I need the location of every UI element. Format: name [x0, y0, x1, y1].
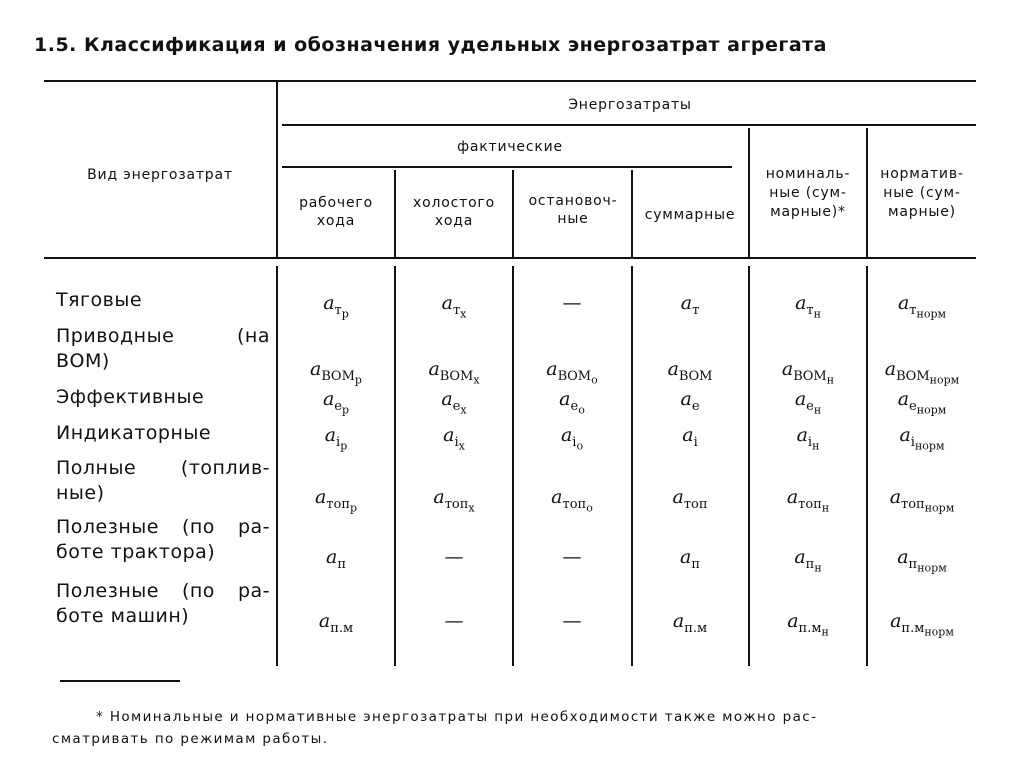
symbol-subsubscript: норм	[916, 403, 947, 417]
symbol-base: a	[322, 388, 335, 410]
body-vline-5	[866, 266, 868, 666]
symbol-subsubscript: о	[576, 439, 584, 453]
symbol-base: a	[889, 486, 902, 508]
col-working-header	[280, 194, 392, 230]
footnote-line1: * Номинальные и нормативные энергозатраты при необходимости также можно рас-	[96, 709, 818, 725]
symbol-base: a	[680, 388, 692, 410]
row-label-line	[56, 579, 270, 604]
cell-normative	[864, 358, 980, 386]
symbol-base: a	[884, 358, 897, 380]
symbol-base: a	[441, 388, 453, 410]
symbol-base: a	[680, 292, 693, 314]
symbol-subscript: топх	[444, 496, 475, 515]
symbol-subscript: iн	[807, 434, 820, 453]
symbol-subscript: iо	[572, 434, 584, 453]
row-label-word: (по	[181, 580, 215, 602]
symbol-subscript: т	[692, 302, 700, 318]
symbol-base: a	[546, 358, 558, 380]
symbol-subscript: iр	[336, 434, 348, 453]
symbol-subscript: ВОМх	[439, 368, 480, 387]
symbol-subsubscript: р	[340, 439, 348, 453]
cell-normative	[864, 610, 980, 638]
symbol-subscript: пнорм	[908, 556, 947, 575]
col-stop-line1: остановоч-	[528, 193, 618, 209]
row-label-line: боте трактора)	[56, 541, 216, 563]
row-label-word: ра-	[237, 580, 270, 602]
symbol-subsubscript: норм	[929, 373, 960, 387]
symbol-subscript: топнорм	[901, 496, 955, 515]
row-label-word: (по	[181, 516, 215, 538]
symbol-subsubscript: норм	[914, 439, 945, 453]
footnote	[52, 706, 976, 750]
top-rule	[44, 80, 976, 82]
cell-total	[632, 388, 748, 414]
row-label	[56, 324, 270, 374]
cell-stop	[514, 424, 630, 452]
symbol-base: a	[794, 546, 806, 568]
col-total-header	[633, 206, 747, 224]
row-label-word: Полные	[56, 457, 137, 479]
body-vline-2	[512, 266, 514, 666]
symbol-subscript: п.мн	[798, 620, 829, 639]
row-label	[56, 515, 270, 565]
symbol-subsubscript: о	[578, 403, 585, 417]
cell-idle	[396, 610, 512, 632]
row-label	[56, 421, 270, 446]
cell-working	[278, 486, 394, 514]
symbol-subscript: i	[693, 434, 698, 450]
footnote-rule	[60, 680, 180, 682]
symbol-subscript: топн	[798, 496, 830, 515]
cell-nominal	[750, 424, 866, 452]
row-label-line: боте машин)	[56, 605, 190, 627]
actual-group-label: фактические	[457, 139, 563, 155]
row-label-line: ные)	[56, 482, 105, 504]
symbol-base: a	[897, 546, 909, 568]
col-working-line2: хода	[316, 213, 356, 229]
row-label-word: (топлив-	[180, 457, 270, 479]
symbol-subsubscript: х	[458, 439, 465, 453]
cell-stop	[514, 610, 630, 632]
row-label-line: ВОМ)	[56, 350, 110, 372]
row-label-word: (на	[237, 325, 270, 347]
col-normative-header	[868, 165, 976, 222]
symbol-subscript: топ	[683, 496, 708, 512]
header-bottom-rule	[44, 257, 976, 259]
symbol-base: a	[551, 486, 563, 508]
symbol-base: a	[310, 358, 322, 380]
symbol-subscript: e	[691, 398, 700, 414]
row-label-word: Полезные	[56, 580, 159, 602]
cell-idle	[396, 358, 512, 386]
row-label-line	[56, 515, 270, 540]
cell-working	[278, 358, 394, 386]
symbol-subscript: eнорм	[909, 398, 947, 417]
symbol-base: a	[897, 292, 910, 314]
row-label-line	[56, 456, 270, 481]
symbol-subsubscript: р	[341, 403, 350, 417]
symbol-base: a	[682, 424, 694, 446]
symbol-subsubscript: р	[349, 501, 358, 515]
footnote-line2: сматривать по режимам работы.	[52, 731, 329, 747]
col-nominal-header	[750, 165, 866, 222]
cell-total	[632, 358, 748, 384]
symbol-base: a	[324, 424, 337, 446]
col-working-line1: рабочего	[299, 195, 373, 211]
row-label	[56, 288, 270, 313]
body-vline-1	[394, 266, 396, 666]
symbol-subscript: ВОМр	[321, 368, 362, 387]
symbol-base: a	[899, 424, 911, 446]
symbol-subsubscript: н	[821, 625, 829, 639]
cell-stop	[514, 358, 630, 386]
symbol-subscript: eн	[806, 398, 822, 417]
cell-total	[632, 292, 748, 318]
symbol-base: a	[794, 388, 807, 410]
row-label-line	[56, 324, 270, 349]
symbol-subsubscript: х	[468, 501, 475, 515]
symbol-subsubscript: норм	[924, 501, 955, 515]
symbol-subscript: тх	[452, 302, 467, 321]
header-vline-0	[276, 82, 278, 258]
col-stop-line2: ные	[557, 211, 589, 227]
cell-normative	[864, 486, 980, 514]
dash-mark: —	[562, 610, 582, 632]
symbol-subscript: тр	[334, 302, 349, 321]
symbol-subscript: п	[691, 556, 700, 572]
col-nominal-line3: марные)*	[770, 204, 846, 220]
row-label-word: ра-	[237, 516, 270, 538]
cell-idle	[396, 424, 512, 452]
cell-working	[278, 610, 394, 636]
symbol-base: a	[433, 486, 445, 508]
body-vline-4	[748, 266, 750, 666]
cell-total	[632, 610, 748, 636]
symbol-subscript: пн	[805, 556, 822, 575]
cell-stop	[514, 388, 630, 416]
symbol-subscript: iх	[454, 434, 465, 453]
cell-nominal	[750, 358, 866, 386]
symbol-subscript: eр	[334, 398, 350, 417]
cell-idle	[396, 292, 512, 320]
energy-group-label: Энергозатраты	[568, 97, 692, 113]
symbol-subscript: eх	[452, 398, 467, 417]
table-title: 1.5. Классификация и обозначения удельных энергозатрат агрегата	[34, 34, 827, 56]
symbol-base: a	[897, 388, 910, 410]
symbol-base: a	[428, 358, 440, 380]
row-label-word: Полезные	[56, 516, 159, 538]
symbol-base: a	[326, 546, 338, 568]
symbol-subscript: п.м	[330, 620, 354, 636]
symbol-subsubscript: х	[460, 307, 467, 321]
symbol-base: a	[318, 610, 331, 632]
symbol-subscript: топо	[562, 496, 593, 515]
col-nominal-line1: номиналь-	[765, 166, 851, 182]
cell-normative	[864, 424, 980, 452]
cell-nominal	[750, 292, 866, 320]
symbol-subsubscript: н	[821, 501, 830, 515]
symbol-subscript: ВОМн	[793, 368, 835, 387]
row-label	[56, 579, 270, 629]
symbol-subsubscript: о	[591, 373, 598, 387]
col-total-line1: суммарные	[644, 207, 736, 223]
dash-mark: —	[444, 546, 464, 568]
symbol-subsubscript: н	[812, 439, 820, 453]
cell-nominal	[750, 486, 866, 514]
row-header-label: Вид энергозатрат	[87, 167, 233, 183]
symbol-base: a	[796, 424, 808, 446]
cell-stop	[514, 546, 630, 568]
cell-total	[632, 486, 748, 512]
symbol-subscript: тн	[806, 302, 821, 321]
actual-group-rule	[282, 166, 732, 168]
symbol-base: a	[441, 292, 453, 314]
col-nominal-line2: ные (сум-	[769, 185, 847, 201]
symbol-base: a	[786, 486, 799, 508]
symbol-base: a	[781, 358, 794, 380]
symbol-base: a	[680, 546, 692, 568]
cell-working	[278, 546, 394, 572]
cell-nominal	[750, 388, 866, 416]
symbol-subsubscript: х	[473, 373, 480, 387]
cell-nominal	[750, 610, 866, 638]
symbol-subsubscript: р	[341, 307, 349, 321]
cell-idle	[396, 546, 512, 568]
row-label-line: Индикаторные	[56, 422, 212, 444]
symbol-subscript: ВОМ	[678, 368, 713, 384]
cell-idle	[396, 486, 512, 514]
cell-stop	[514, 292, 630, 314]
symbol-subsubscript: норм	[924, 625, 954, 639]
symbol-subsubscript: н	[826, 373, 835, 387]
symbol-subscript: тнорм	[909, 302, 947, 321]
symbol-subscript: п.м	[684, 620, 708, 636]
symbol-base: a	[672, 610, 685, 632]
col-idle-line2: хода	[434, 213, 474, 229]
symbol-subscript: п	[337, 556, 346, 572]
symbol-subscript: ВОМнорм	[896, 368, 960, 387]
symbol-subsubscript: н	[814, 561, 822, 575]
symbol-base: a	[443, 424, 455, 446]
cell-nominal	[750, 546, 866, 574]
energy-group-rule	[282, 124, 976, 126]
col-normative-line3: марные)	[888, 204, 956, 220]
row-label	[56, 385, 270, 410]
col-normative-line1: норматив-	[880, 166, 964, 182]
dash-mark: —	[562, 546, 582, 568]
col-stop-header	[514, 192, 632, 228]
cell-normative	[864, 292, 980, 320]
symbol-base: a	[667, 358, 679, 380]
dash-mark: —	[562, 292, 582, 314]
symbol-subsubscript: х	[460, 403, 467, 417]
symbol-base: a	[890, 610, 902, 632]
cell-working	[278, 292, 394, 320]
header-vline-1	[394, 170, 396, 258]
symbol-base: a	[787, 610, 799, 632]
cell-normative	[864, 546, 980, 574]
symbol-subsubscript: р	[354, 373, 362, 387]
symbol-base: a	[672, 486, 684, 508]
col-normative-line2: ные (сум-	[883, 185, 961, 201]
symbol-base: a	[795, 292, 807, 314]
cell-working	[278, 424, 394, 452]
dash-mark: —	[444, 610, 464, 632]
symbol-subscript: eо	[570, 398, 585, 417]
cell-total	[632, 424, 748, 450]
cell-normative	[864, 388, 980, 416]
body-vline-0	[276, 266, 278, 666]
symbol-subsubscript: норм	[917, 561, 947, 575]
row-label-word: Приводные	[56, 325, 175, 347]
symbol-subsubscript: н	[813, 307, 821, 321]
col-idle-header	[398, 194, 510, 230]
body-vline-3	[631, 266, 633, 666]
symbol-subsubscript: норм	[916, 307, 947, 321]
symbol-base: a	[323, 292, 335, 314]
symbol-subscript: п.мнорм	[901, 620, 954, 639]
cell-total	[632, 546, 748, 572]
row-label	[56, 456, 270, 506]
cell-working	[278, 388, 394, 416]
row-label-line: Эффективные	[56, 386, 205, 408]
row-label-line: Тяговые	[56, 289, 143, 311]
symbol-subscript: iнорм	[910, 434, 945, 453]
cell-idle	[396, 388, 512, 416]
symbol-base: a	[559, 388, 571, 410]
symbol-subsubscript: о	[586, 501, 593, 515]
symbol-base: a	[314, 486, 327, 508]
col-idle-line1: холостого	[413, 195, 495, 211]
cell-stop	[514, 486, 630, 514]
symbol-subscript: ВОМо	[557, 368, 598, 387]
symbol-subsubscript: н	[813, 403, 822, 417]
symbol-base: a	[560, 424, 573, 446]
symbol-subscript: топр	[326, 496, 358, 515]
